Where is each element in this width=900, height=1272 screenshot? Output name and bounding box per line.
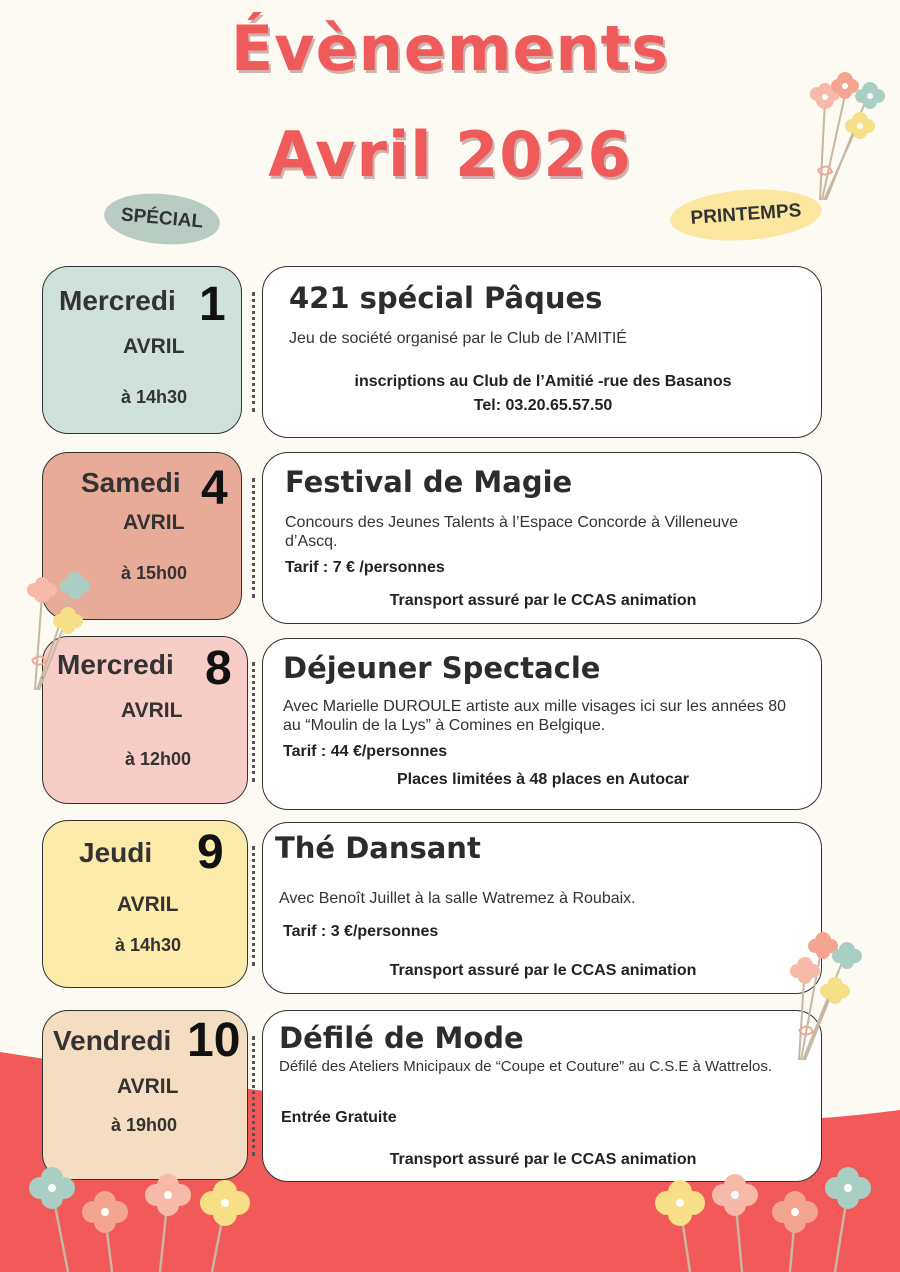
- event-title: Déjeuner Spectacle: [283, 651, 601, 685]
- event-date-number: 9: [197, 826, 224, 879]
- event-month: AVRIL: [117, 893, 179, 916]
- event-card: [262, 638, 822, 810]
- event-title: Défilé de Mode: [279, 1021, 524, 1055]
- event-day: Mercredi: [57, 649, 174, 680]
- event-description: Avec Marielle DUROULE artiste aux mille visages ici sur les années 80 au “Moulin de la Lys” à Comines en Belgique.: [283, 698, 787, 734]
- event-note: Transport assuré par le CCAS animation: [389, 592, 697, 609]
- event-time: à 15h00: [121, 563, 188, 583]
- event-day: Samedi: [81, 467, 181, 498]
- event-month: AVRIL: [123, 335, 185, 358]
- flower-bouquet-icon: [785, 925, 875, 1065]
- event-title: Thé Dansant: [275, 831, 481, 865]
- event-note: Transport assuré par le CCAS animation: [389, 962, 697, 979]
- event-date-number: 1: [199, 278, 226, 331]
- event-time: à 12h00: [125, 749, 192, 769]
- event-price: Tarif : 44 €/personnes: [283, 743, 448, 760]
- printemps-tag: PRINTEMPS: [668, 185, 823, 245]
- event-month: AVRIL: [117, 1075, 179, 1098]
- flower-border-icon: [0, 1150, 900, 1272]
- event-title: 421 spécial Pâques: [289, 281, 603, 315]
- page-title: Évènements: [230, 12, 670, 85]
- event-month: AVRIL: [121, 699, 183, 722]
- dotted-divider: [252, 846, 255, 966]
- dotted-divider: [252, 1036, 255, 1156]
- event-description: Avec Benoît Juillet à la salle Watremez à Roubaix.: [279, 890, 636, 907]
- flower-bouquet-icon: [20, 560, 105, 695]
- event-time: à 14h30: [115, 935, 182, 955]
- event-card: [262, 822, 822, 994]
- event-date-number: 4: [201, 462, 228, 515]
- date-card: [42, 266, 242, 434]
- event-day: Jeudi: [79, 837, 153, 868]
- event-note: Transport assuré par le CCAS animation: [389, 1151, 697, 1168]
- date-card: [42, 820, 248, 988]
- event-card: [262, 266, 822, 438]
- event-note: inscriptions au Club de l’Amitié -rue des Basanos: [354, 373, 732, 390]
- event-day: Mercredi: [59, 285, 176, 316]
- event-price: Entrée Gratuite: [281, 1109, 397, 1126]
- event-time: à 19h00: [111, 1115, 178, 1135]
- event-description: Jeu de société organisé par le Club de l’AMITIÉ: [289, 330, 627, 347]
- dotted-divider: [252, 292, 255, 412]
- special-tag: SPÉCIAL: [102, 189, 222, 249]
- page-subtitle: Avril 2026: [268, 118, 632, 191]
- event-description: Concours des Jeunes Talents à l’Espace Concorde à Villeneuve d’Ascq.: [285, 514, 739, 550]
- event-month: AVRIL: [123, 511, 185, 534]
- dotted-divider: [252, 662, 255, 782]
- event-note: Places limitées à 48 places en Autocar: [396, 771, 689, 788]
- event-date-number: 10: [187, 1014, 241, 1067]
- event-price: Tarif : 7 € /personnes: [285, 559, 445, 576]
- event-phone: Tel: 03.20.65.57.50: [473, 397, 613, 414]
- event-title: Festival de Magie: [285, 465, 573, 499]
- event-card: [262, 452, 822, 624]
- event-description: Défilé des Ateliers Mnicipaux de “Coupe et Couture” au C.S.E à Wattrelos.: [279, 1058, 773, 1075]
- event-time: à 14h30: [121, 387, 188, 407]
- event-date-number: 8: [205, 642, 232, 695]
- event-price: Tarif : 3 €/personnes: [283, 923, 439, 940]
- event-day: Vendredi: [53, 1025, 172, 1056]
- dotted-divider: [252, 478, 255, 598]
- flower-bouquet-icon: [800, 60, 895, 210]
